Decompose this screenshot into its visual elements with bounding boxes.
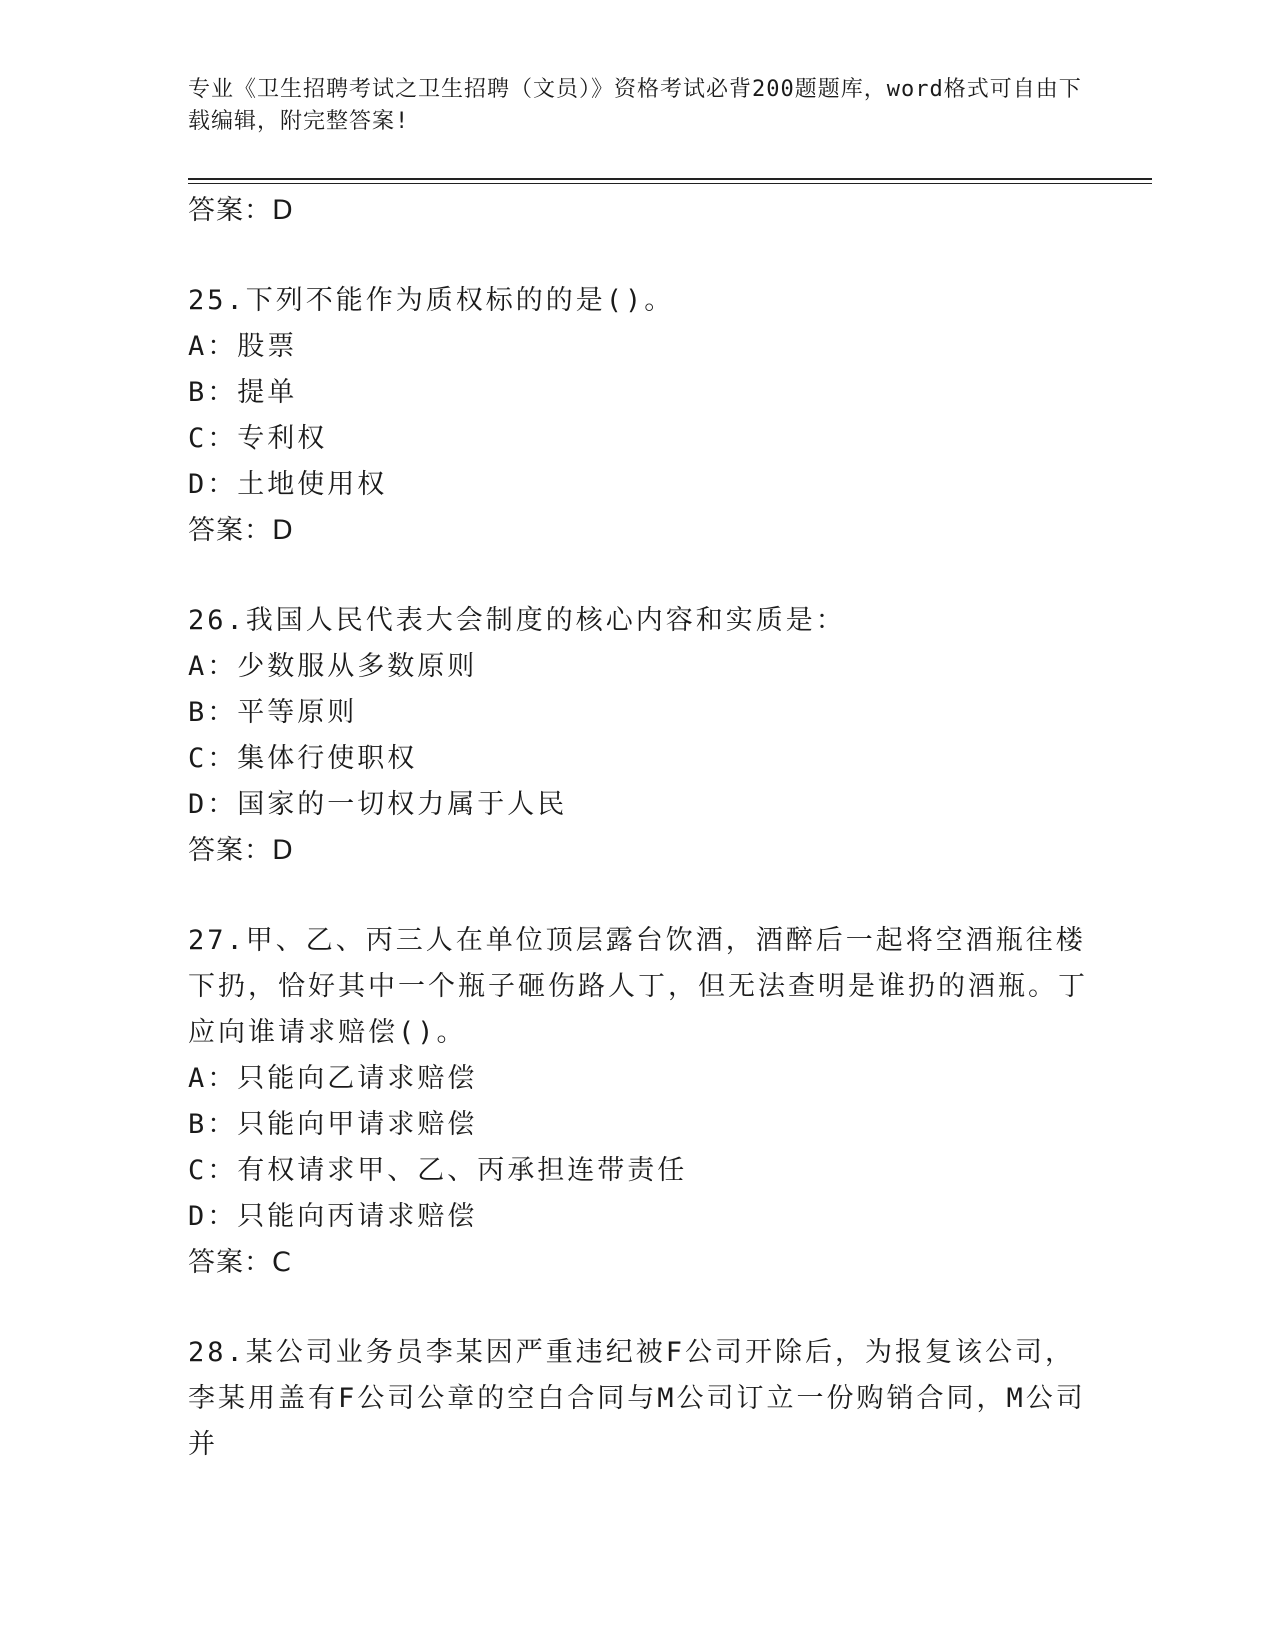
option-a: A：只能向乙请求赔偿	[188, 1063, 478, 1094]
spacer	[188, 1286, 1088, 1330]
option-c: C：专利权	[188, 423, 328, 454]
option-c: C：集体行使职权	[188, 743, 418, 774]
option-a: A：少数服从多数原则	[188, 651, 478, 682]
question-27	[188, 918, 1088, 1286]
question-28	[188, 1330, 1088, 1468]
spacer	[188, 554, 1088, 598]
question-stem: 25.下列不能作为质权标的的是()。	[188, 285, 675, 316]
answer-line: 答案：D	[188, 195, 294, 226]
question-stem: 27.甲、乙、丙三人在单位顶层露台饮酒，酒醉后一起将空酒瓶往楼下扔，恰好其中一个瓶子砸伤路人丁，但无法查明是谁扔的酒瓶。丁应向谁请求赔偿()。	[188, 925, 1088, 1048]
question-stem: 26.我国人民代表大会制度的核心内容和实质是：	[188, 605, 846, 636]
option-d: D：只能向丙请求赔偿	[188, 1201, 478, 1232]
option-c: C：有权请求甲、乙、丙承担连带责任	[188, 1155, 688, 1186]
question-25	[188, 278, 1088, 554]
answer-line: 答案：D	[188, 515, 294, 546]
option-b: B：只能向甲请求赔偿	[188, 1109, 478, 1140]
question-26	[188, 598, 1088, 874]
question-list	[188, 188, 1088, 1468]
answer-line: 答案：D	[188, 835, 294, 866]
document-header	[188, 74, 1088, 138]
spacer	[188, 874, 1088, 918]
option-d: D：国家的一切权力属于人民	[188, 789, 568, 820]
option-d: D：土地使用权	[188, 469, 388, 500]
header-divider-thick	[188, 178, 1152, 180]
header-divider-thin	[188, 183, 1152, 184]
option-b: B：提单	[188, 377, 298, 408]
spacer	[188, 234, 1088, 278]
option-a: A：股票	[188, 331, 298, 362]
header-text: 专业《卫生招聘考试之卫生招聘（文员）》资格考试必背200题题库，word格式可自由下载编辑，附完整答案!	[188, 77, 1082, 134]
question-stem: 28.某公司业务员李某因严重违纪被F公司开除后，为报复该公司，李某用盖有F公司公章的空白合同与M公司订立一份购销合同，M公司并	[188, 1337, 1086, 1460]
answer-line: 答案：C	[188, 1247, 292, 1278]
option-b: B：平等原则	[188, 697, 358, 728]
